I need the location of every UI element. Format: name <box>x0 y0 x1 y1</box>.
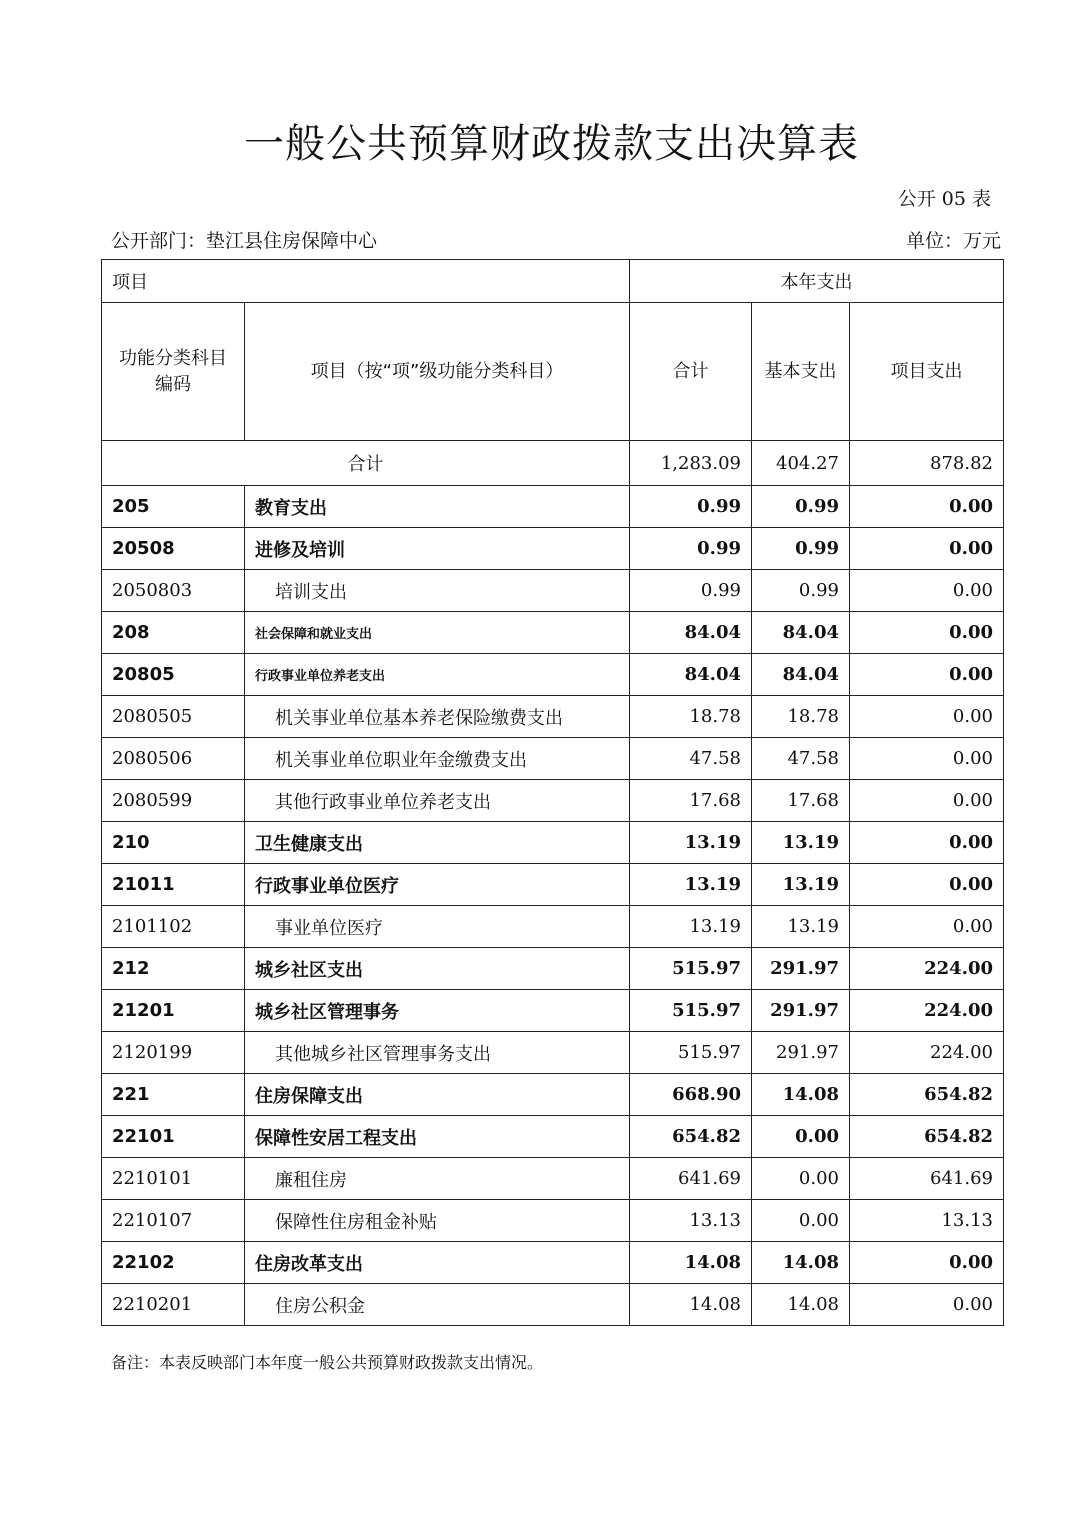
row-name: 机关事业单位职业年金缴费支出 <box>245 738 630 780</box>
table-row <box>102 822 1004 864</box>
row-basic: 13.19 <box>752 906 850 948</box>
row-total: 14.08 <box>630 1242 752 1284</box>
table-row <box>102 696 1004 738</box>
row-total: 84.04 <box>630 612 752 654</box>
table-row <box>102 906 1004 948</box>
row-code: 2080599 <box>102 780 245 822</box>
row-name: 住房公积金 <box>245 1284 630 1326</box>
table-row <box>102 1242 1004 1284</box>
row-total: 18.78 <box>630 696 752 738</box>
total-project: 878.82 <box>850 441 1004 486</box>
row-project: 0.00 <box>850 1284 1004 1326</box>
table-row <box>102 1284 1004 1326</box>
row-code: 2080505 <box>102 696 245 738</box>
row-code: 2210107 <box>102 1200 245 1242</box>
table-row <box>102 1074 1004 1116</box>
row-project: 0.00 <box>850 780 1004 822</box>
table-row <box>102 864 1004 906</box>
row-code: 212 <box>102 948 245 990</box>
row-project: 654.82 <box>850 1116 1004 1158</box>
row-code: 20508 <box>102 528 245 570</box>
row-code: 21201 <box>102 990 245 1032</box>
header-code: 功能分类科目编码 <box>102 303 245 441</box>
total-row <box>102 441 1004 486</box>
row-project: 0.00 <box>850 822 1004 864</box>
table-row <box>102 612 1004 654</box>
row-basic: 0.99 <box>752 570 850 612</box>
row-name: 其他行政事业单位养老支出 <box>245 780 630 822</box>
header-basic: 基本支出 <box>752 303 850 441</box>
row-project: 0.00 <box>850 1242 1004 1284</box>
row-total: 0.99 <box>630 570 752 612</box>
row-total: 13.19 <box>630 864 752 906</box>
row-basic: 14.08 <box>752 1074 850 1116</box>
row-total: 84.04 <box>630 654 752 696</box>
row-code: 2210101 <box>102 1158 245 1200</box>
row-project: 0.00 <box>850 612 1004 654</box>
footnote: 备注：本表反映部门本年度一般公共预算财政拨款支出情况。 <box>111 1353 544 1372</box>
row-name: 保障性安居工程支出 <box>245 1116 630 1158</box>
row-basic: 84.04 <box>752 612 850 654</box>
row-code: 20805 <box>102 654 245 696</box>
row-name: 廉租住房 <box>245 1158 630 1200</box>
table-row <box>102 1158 1004 1200</box>
row-code: 2050803 <box>102 570 245 612</box>
row-name: 机关事业单位基本养老保险缴费支出 <box>245 696 630 738</box>
row-code: 221 <box>102 1074 245 1116</box>
table-row <box>102 528 1004 570</box>
row-code: 2210201 <box>102 1284 245 1326</box>
header-total: 合计 <box>630 303 752 441</box>
row-total: 13.19 <box>630 822 752 864</box>
row-code: 21011 <box>102 864 245 906</box>
row-project: 0.00 <box>850 528 1004 570</box>
row-total: 47.58 <box>630 738 752 780</box>
table-row <box>102 990 1004 1032</box>
unit-label: 单位：万元 <box>905 230 1001 252</box>
row-basic: 18.78 <box>752 696 850 738</box>
row-code: 2080506 <box>102 738 245 780</box>
header-row-1 <box>102 260 1004 303</box>
row-total: 0.99 <box>630 528 752 570</box>
row-name: 培训支出 <box>245 570 630 612</box>
table-row <box>102 738 1004 780</box>
page-title: 一般公共预算财政拨款支出决算表 <box>244 121 859 167</box>
header-name: 项目（按“项”级功能分类科目） <box>245 303 630 441</box>
row-name: 行政事业单位养老支出 <box>245 654 630 696</box>
row-name: 事业单位医疗 <box>245 906 630 948</box>
row-name: 社会保障和就业支出 <box>245 612 630 654</box>
row-project: 0.00 <box>850 654 1004 696</box>
row-total: 668.90 <box>630 1074 752 1116</box>
row-total: 515.97 <box>630 990 752 1032</box>
row-project: 0.00 <box>850 570 1004 612</box>
row-name: 卫生健康支出 <box>245 822 630 864</box>
row-basic: 0.00 <box>752 1116 850 1158</box>
row-basic: 13.19 <box>752 864 850 906</box>
row-total: 0.99 <box>630 486 752 528</box>
row-basic: 0.00 <box>752 1158 850 1200</box>
header-row-2 <box>102 303 1004 441</box>
table-row <box>102 1116 1004 1158</box>
row-basic: 84.04 <box>752 654 850 696</box>
header-item: 项目 <box>102 260 630 303</box>
table-row <box>102 1032 1004 1074</box>
table-row <box>102 1200 1004 1242</box>
table-row <box>102 486 1004 528</box>
row-code: 208 <box>102 612 245 654</box>
row-code: 205 <box>102 486 245 528</box>
row-total: 14.08 <box>630 1284 752 1326</box>
row-name: 保障性住房租金补贴 <box>245 1200 630 1242</box>
row-name: 住房保障支出 <box>245 1074 630 1116</box>
row-basic: 0.99 <box>752 486 850 528</box>
table-row <box>102 654 1004 696</box>
table-number: 公开 05 表 <box>897 188 991 210</box>
row-project: 0.00 <box>850 738 1004 780</box>
table-row <box>102 780 1004 822</box>
department-label: 公开部门：垫江县住房保障中心 <box>111 230 378 252</box>
row-project: 0.00 <box>850 864 1004 906</box>
total-basic: 404.27 <box>752 441 850 486</box>
row-basic: 0.00 <box>752 1200 850 1242</box>
table-row <box>102 948 1004 990</box>
row-project: 654.82 <box>850 1074 1004 1116</box>
row-basic: 291.97 <box>752 948 850 990</box>
header-current-year: 本年支出 <box>630 260 1004 303</box>
row-basic: 13.19 <box>752 822 850 864</box>
row-name: 住房改革支出 <box>245 1242 630 1284</box>
header-project: 项目支出 <box>850 303 1004 441</box>
total-label: 合计 <box>102 441 630 486</box>
row-project: 0.00 <box>850 906 1004 948</box>
row-name: 城乡社区支出 <box>245 948 630 990</box>
row-code: 2120199 <box>102 1032 245 1074</box>
row-total: 17.68 <box>630 780 752 822</box>
row-basic: 47.58 <box>752 738 850 780</box>
row-basic: 14.08 <box>752 1242 850 1284</box>
row-code: 22102 <box>102 1242 245 1284</box>
row-code: 2101102 <box>102 906 245 948</box>
row-project: 224.00 <box>850 990 1004 1032</box>
row-name: 城乡社区管理事务 <box>245 990 630 1032</box>
expenditure-table <box>101 259 1004 1326</box>
row-project: 0.00 <box>850 696 1004 738</box>
row-basic: 291.97 <box>752 990 850 1032</box>
row-name: 行政事业单位医疗 <box>245 864 630 906</box>
row-code: 22101 <box>102 1116 245 1158</box>
row-total: 13.13 <box>630 1200 752 1242</box>
row-basic: 291.97 <box>752 1032 850 1074</box>
row-basic: 17.68 <box>752 780 850 822</box>
row-total: 641.69 <box>630 1158 752 1200</box>
row-total: 654.82 <box>630 1116 752 1158</box>
row-name: 教育支出 <box>245 486 630 528</box>
row-project: 0.00 <box>850 486 1004 528</box>
row-name: 进修及培训 <box>245 528 630 570</box>
row-project: 641.69 <box>850 1158 1004 1200</box>
row-project: 13.13 <box>850 1200 1004 1242</box>
row-basic: 14.08 <box>752 1284 850 1326</box>
row-total: 515.97 <box>630 948 752 990</box>
row-code: 210 <box>102 822 245 864</box>
row-basic: 0.99 <box>752 528 850 570</box>
row-name: 其他城乡社区管理事务支出 <box>245 1032 630 1074</box>
row-total: 515.97 <box>630 1032 752 1074</box>
row-total: 13.19 <box>630 906 752 948</box>
row-project: 224.00 <box>850 1032 1004 1074</box>
total-sum: 1,283.09 <box>630 441 752 486</box>
table-row <box>102 570 1004 612</box>
row-project: 224.00 <box>850 948 1004 990</box>
